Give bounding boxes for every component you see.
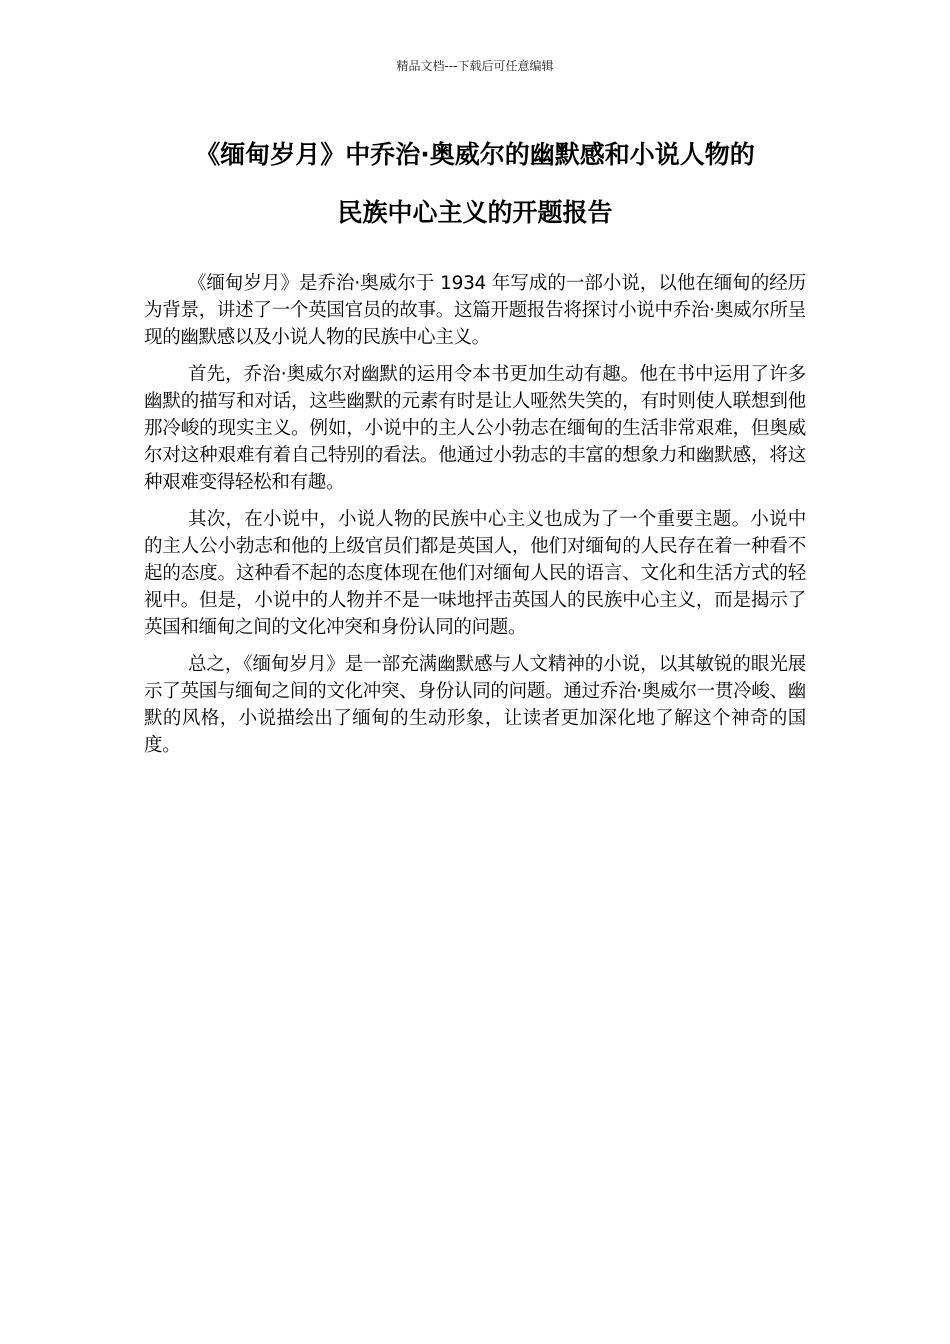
document-title-line-2: 民族中心主义的开题报告 xyxy=(337,198,613,227)
paragraph-ethnocentrism: 其次，在小说中，小说人物的民族中心主义也成为了一个重要主题。小说中的主人公小勃志和他的上级官员们都是英国人，他们对缅甸的人民存在着一种看不起的态度。这种看不起的态度体现在他们对缅甸人民的语言、文化和生活方式的轻视中。但是，小说中的人物并不是一味地抨击英国人的民族中心主义，而是揭示了英国和缅甸之间的文化冲突和身份认同的问题。 xyxy=(144,509,806,638)
paragraph-conclusion: 总之，《缅甸岁月》是一部充满幽默感与人文精神的小说，以其敏锐的眼光展示了英国与缅甸之间的文化冲突、身份认同的问题。通过乔治·奥威尔一贯冷峻、幽默的风格，小说描绘出了缅甸的生动形象，让读者更加深化地了解这个神奇的国度。 xyxy=(144,654,806,756)
page-header: 精品文档---下载后可任意编辑 xyxy=(396,59,554,73)
document-title-line-1: 《缅甸岁月》中乔治·奥威尔的幽默感和小说人物的 xyxy=(195,140,755,169)
paragraph-intro: 《缅甸岁月》是乔治·奥威尔于 1934 年写成的一部小说，以他在缅甸的经历为背景，讲述了一个英国官员的故事。这篇开题报告将探讨小说中乔治·奥威尔所呈现的幽默感以及小说人物的民族中心主义。 xyxy=(144,273,806,348)
paragraph-humor: 首先，乔治·奥威尔对幽默的运用令本书更加生动有趣。他在书中运用了许多幽默的描写和对话，这些幽默的元素有时是让人哑然失笑的，有时则使人联想到他那冷峻的现实主义。例如，小说中的主人公小勃志在缅甸的生活非常艰难，但奥威尔对这种艰难有着自己特别的看法。他通过小勃志的丰富的想象力和幽默感，将这种艰难变得轻松和有趣。 xyxy=(144,364,806,493)
document-body xyxy=(144,270,806,769)
